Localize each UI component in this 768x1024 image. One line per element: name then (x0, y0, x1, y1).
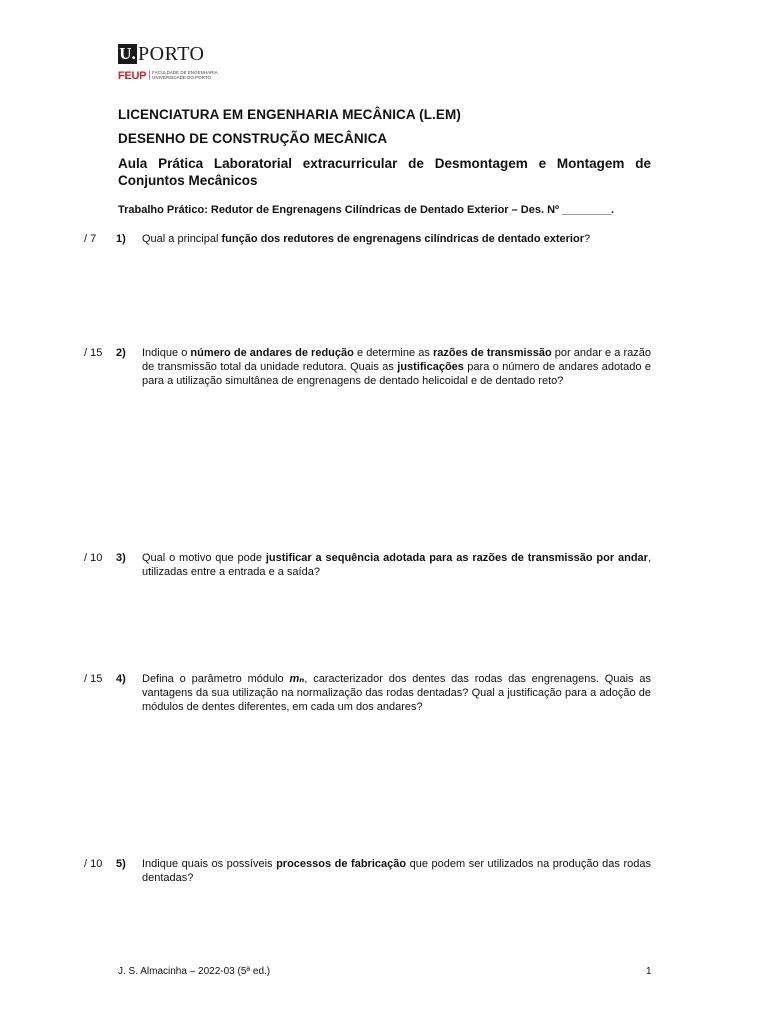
assignment-line: Trabalho Prático: Redutor de Engrenagens Cilíndricas de Dentado Exterior – Des. Nº ________. (118, 204, 615, 216)
question-score: / 10 (84, 552, 103, 564)
logo-faculdade: FACULDADE DE ENGENHARIA (152, 70, 218, 75)
question-number: 1) (116, 233, 126, 245)
logo-u-mark: U. (119, 44, 136, 63)
course-title: DESENHO DE CONSTRUÇÃO MECÂNICA (118, 131, 388, 146)
logo-subtitle (149, 70, 218, 80)
question-text: Indique quais os possíveis processos de fabricação que podem ser utilizados na produção das rodas dentadas? (142, 858, 651, 884)
degree-title: LICENCIATURA EM ENGENHARIA MECÂNICA (L.EM) (118, 107, 461, 122)
question-number: 5) (116, 858, 126, 870)
question-text: Qual o motivo que pode justificar a sequência adotada para as razões de transmissão por andar, utilizadas entre a entrada e a saída? (142, 552, 651, 578)
class-title: Aula Prática Laboratorial extracurricular de Desmontagem e Montagem de Conjuntos Mecânicos (118, 156, 651, 188)
question-score: / 7 (84, 233, 97, 245)
question-number: 4) (116, 673, 126, 685)
question-score: / 15 (84, 347, 103, 359)
logo-porto-text: PORTO (138, 43, 205, 65)
question-score: / 10 (84, 858, 103, 870)
question-text: Defina o parâmetro módulo mₙ, caracterizador dos dentes das rodas das engrenagens. Quais as vantagens da sua utilização na normalização das rodas dentadas? Qual a justificação para a adoção de módulos de dentes diferentes, em cada um dos andares? (142, 673, 651, 713)
logo-feup-text: FEUP (118, 70, 147, 82)
footer-author: J. S. Almacinha – 2022-03 (5ª ed.) (118, 966, 271, 977)
logo-universidade: UNIVERSIDADE DO PORTO (152, 75, 211, 80)
page-number: 1 (646, 966, 652, 977)
question-text: Qual a principal função dos redutores de engrenagens cilíndricas de dentado exterior? (142, 233, 591, 245)
question-number: 2) (116, 347, 126, 359)
uporto-feup-logo (118, 44, 228, 84)
question-text: Indique o número de andares de redução e determine as razões de transmissão por andar e a razão de transmissão total da unidade redutora. Quais as justificações para o número de andares adotado e para a utilização simultânea de engrenagens de dentado helicoidal e de dentado reto? (142, 347, 651, 387)
question-number: 3) (116, 552, 126, 564)
question-score: / 15 (84, 673, 103, 685)
